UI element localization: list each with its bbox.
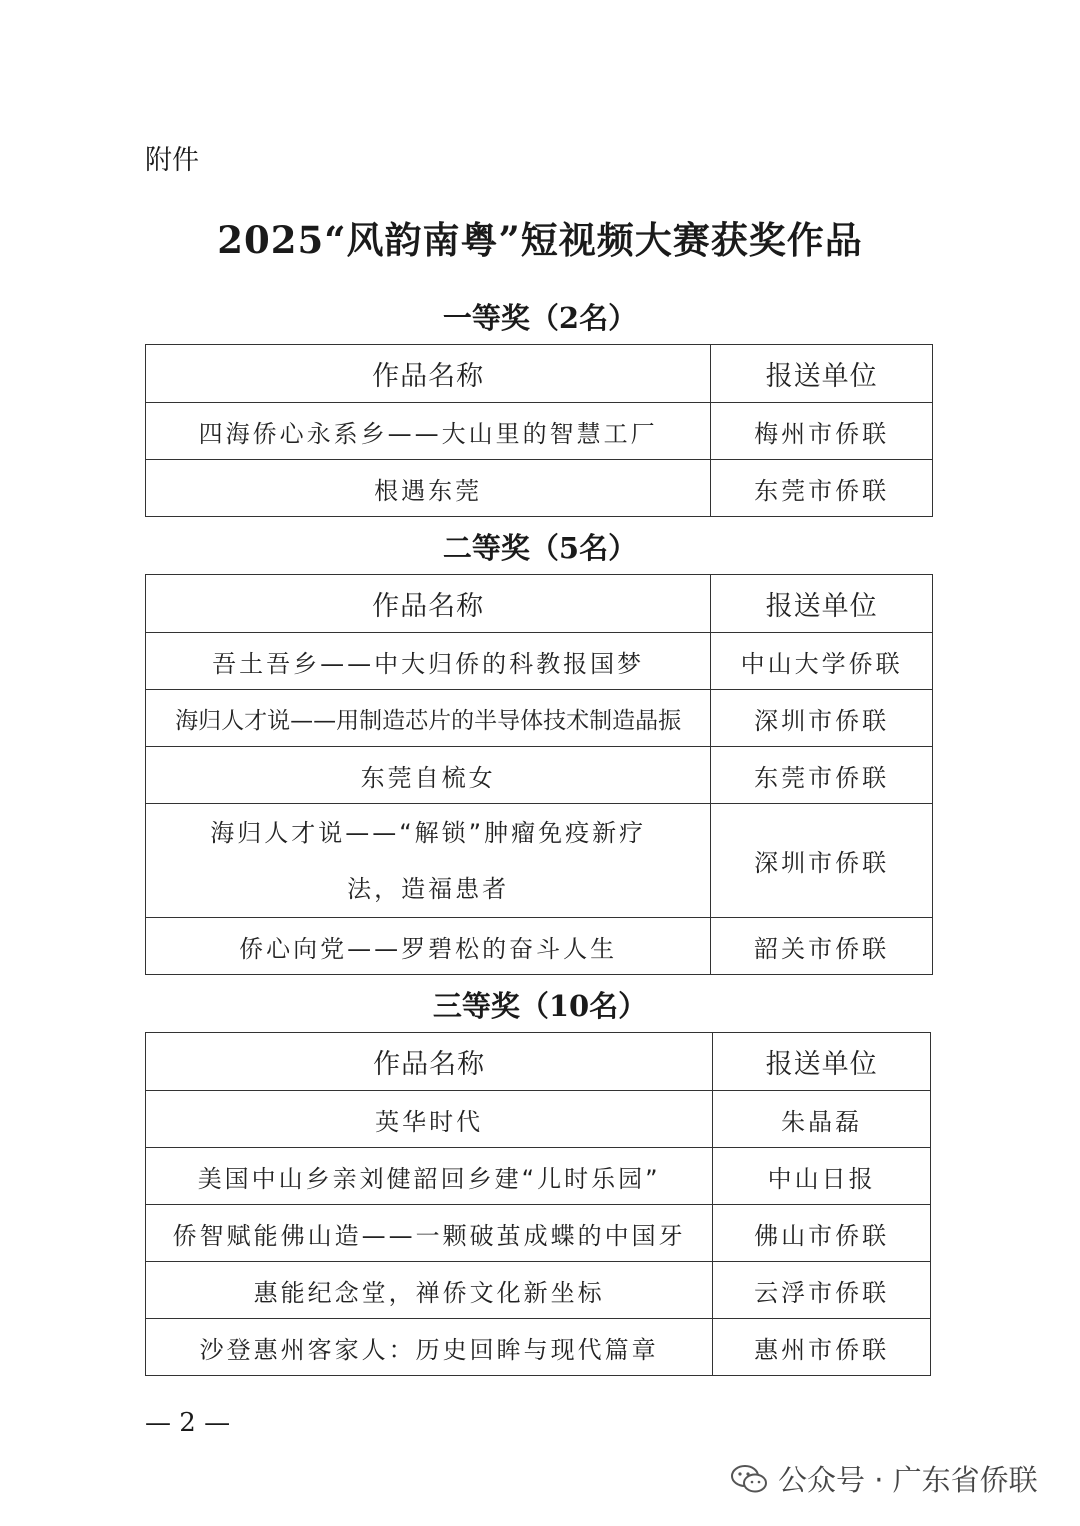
wechat-icon [730, 1464, 768, 1494]
unit-name: 深圳市侨联 [711, 804, 933, 918]
header-work: 作品名称 [146, 1033, 713, 1091]
table-row [146, 1205, 931, 1262]
table-row [146, 1262, 931, 1319]
work-name: 东莞自梳女 [146, 747, 711, 804]
table-row [146, 804, 933, 918]
table-row [146, 1091, 931, 1148]
work-name: 美国中山乡亲刘健韶回乡建“儿时乐园” [146, 1148, 713, 1205]
watermark [730, 1458, 1038, 1499]
work-name: 英华时代 [146, 1091, 713, 1148]
table-row [146, 747, 933, 804]
section-title-third-prize: 三等奖（10名） [432, 989, 648, 1023]
unit-name: 深圳市侨联 [711, 690, 933, 747]
table-row [146, 460, 933, 517]
table-row [146, 918, 933, 975]
header-work: 作品名称 [146, 575, 711, 633]
watermark-text: 公众号 · 广东省侨联 [778, 1463, 1038, 1497]
work-name: 侨智赋能佛山造——一颗破茧成蝶的中国牙 [146, 1205, 713, 1262]
third-prize-table [145, 1032, 931, 1376]
table-row [146, 1319, 931, 1376]
table-header-row [146, 1033, 931, 1091]
work-name: 根遇东莞 [146, 460, 711, 517]
unit-name: 惠州市侨联 [713, 1319, 931, 1376]
table-row [146, 633, 933, 690]
work-name: 沙登惠州客家人：历史回眸与现代篇章 [146, 1319, 713, 1376]
unit-name: 梅州市侨联 [711, 403, 933, 460]
unit-name: 云浮市侨联 [713, 1262, 931, 1319]
work-name: 海归人才说——用制造芯片的半导体技术制造晶振 [146, 690, 711, 747]
attachment-label: 附件 [145, 145, 199, 176]
unit-name: 中山大学侨联 [711, 633, 933, 690]
unit-name: 中山日报 [713, 1148, 931, 1205]
header-unit: 报送单位 [711, 345, 933, 403]
work-name: 海归人才说——“解锁”肿瘤免疫新疗法，造福患者 [146, 804, 711, 918]
section-title-first-prize: 一等奖（2名） [442, 301, 638, 335]
document-title: 2025“风韵南粤”短视频大赛获奖作品 [217, 218, 863, 262]
work-name: 吾土吾乡——中大归侨的科教报国梦 [146, 633, 711, 690]
second-prize-table [145, 574, 933, 975]
header-unit: 报送单位 [713, 1033, 931, 1091]
section-title-second-prize: 二等奖（5名） [442, 531, 638, 565]
table-header-row [146, 575, 933, 633]
work-name: 惠能纪念堂，禅侨文化新坐标 [146, 1262, 713, 1319]
work-name: 四海侨心永系乡——大山里的智慧工厂 [146, 403, 711, 460]
unit-name: 佛山市侨联 [713, 1205, 931, 1262]
page-number: — 2 — [145, 1408, 231, 1438]
unit-name: 朱晶磊 [713, 1091, 931, 1148]
table-row [146, 403, 933, 460]
table-header-row [146, 345, 933, 403]
header-unit: 报送单位 [711, 575, 933, 633]
work-name: 侨心向党——罗碧松的奋斗人生 [146, 918, 711, 975]
unit-name: 东莞市侨联 [711, 460, 933, 517]
unit-name: 东莞市侨联 [711, 747, 933, 804]
header-work: 作品名称 [146, 345, 711, 403]
unit-name: 韶关市侨联 [711, 918, 933, 975]
first-prize-table [145, 344, 933, 517]
table-row [146, 1148, 931, 1205]
table-row [146, 690, 933, 747]
